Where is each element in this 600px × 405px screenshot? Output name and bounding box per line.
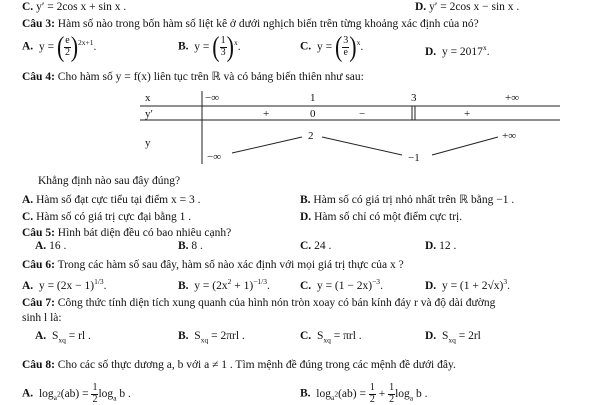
q8-option-a	[22, 383, 131, 405]
option-label: C.	[300, 279, 312, 292]
x-value: 3	[411, 92, 417, 104]
q6-option-d	[425, 278, 510, 292]
row-header-y: y	[145, 137, 151, 149]
option-label: D.	[425, 45, 437, 58]
sign: +	[263, 108, 270, 120]
option-label: B.	[178, 330, 189, 342]
q7-stem-cont: sinh l là:	[22, 312, 62, 324]
sign: −	[359, 108, 366, 120]
row-header-x: x	[145, 92, 151, 104]
q5-option-d	[425, 241, 456, 253]
sign: +	[464, 108, 471, 120]
decreasing-arrow	[322, 137, 402, 155]
q5-stem	[22, 228, 231, 240]
option-formula: $y = (2x - 1)^{1/3}$.	[36, 277, 107, 292]
q4-question: Khẳng định nào sau đây đúng?	[38, 175, 181, 187]
option-text: Hàm số có giá trị cực đại bằng 1 .	[36, 211, 192, 223]
option-label: D.	[415, 1, 427, 13]
option-text: 16 .	[49, 240, 67, 252]
x-value: −∞	[205, 92, 220, 104]
option-formula: $S_{xq}$ = rl .	[49, 330, 91, 345]
option-formula: y = ( $\frac{1}{3}$ )$^x$.	[191, 30, 241, 63]
question-number: Câu 7:	[22, 297, 55, 309]
question-number: Câu 3:	[22, 18, 55, 30]
option-text: y′ = 2cos x + sin x .	[36, 1, 127, 13]
option-text: 12 .	[439, 240, 457, 252]
question-text: Trong các hàm số sau đây, hàm số nào xác định với mọi giá trị thực của x ?	[57, 259, 404, 271]
option-label: C.	[300, 240, 312, 252]
q6-option-b	[178, 278, 270, 292]
increasing-arrow	[432, 137, 498, 155]
option-label: A.	[22, 387, 34, 400]
option-formula: y = ( $\frac{3}{e}$ )$^x$.	[314, 30, 364, 63]
q4-option-b	[300, 195, 514, 207]
option-text: Hàm số đạt cực tiểu tại điểm x = 3 .	[36, 194, 201, 206]
q7-stem	[22, 298, 495, 310]
option-label: C.	[300, 40, 312, 53]
option-label: A.	[35, 330, 47, 342]
q8-option-b	[300, 383, 428, 405]
option-label: D.	[425, 279, 437, 292]
option-formula: $S_{xq} = 2rl$	[439, 330, 481, 345]
option-label: B.	[300, 387, 311, 400]
option-formula: y = ( $\frac{e}{2}$ )$^{2x+1}$.	[36, 30, 97, 63]
q7-option-b	[178, 331, 245, 344]
option-label: A.	[22, 279, 34, 292]
y-value: −1	[408, 152, 420, 164]
q5-option-c	[300, 241, 331, 253]
option-label: C.	[22, 211, 34, 223]
question-number: Câu 8:	[22, 359, 55, 371]
option-label: C.	[22, 1, 34, 13]
q8-stem	[22, 360, 456, 372]
option-label: B.	[178, 240, 189, 252]
x-value: 1	[310, 92, 316, 104]
q6-stem	[22, 260, 404, 272]
question-text: Hình bát diện đều có bao nhiêu cạnh?	[57, 227, 232, 239]
option-formula: $S_{xq} = \pi rl$ .	[314, 330, 362, 345]
option-formula: $y = (1 + 2√x)^3$.	[439, 277, 511, 292]
q6-option-a	[22, 278, 107, 292]
option-formula: $y = 2017^x$.	[441, 43, 490, 58]
option-formula: $S_{xq} = 2\pi rl$ .	[191, 330, 245, 345]
option-label: B.	[178, 40, 189, 53]
x-value: +∞	[505, 92, 520, 104]
row-header-yprime: y′	[145, 108, 153, 120]
option-text: Hàm số có giá trị nhỏ nhất trên ℝ bằng −1 .	[313, 194, 515, 206]
question-text: Cho các số thực dương a, b với a ≠ 1 . Tìm mệnh đề đúng trong các mệnh đề dưới đây.	[57, 359, 456, 371]
option-text: y′ = 2cos x − sin x .	[429, 1, 520, 13]
question-text: Hàm số nào trong bốn hàm số liệt kê ở dưới nghịch biến trên từng khoảng xác định của nó?	[57, 18, 479, 30]
question-number: Câu 4:	[22, 71, 55, 83]
y-value: 2	[308, 130, 314, 142]
question-number: Câu 5:	[22, 227, 55, 239]
option-label: D.	[300, 211, 312, 223]
q4-option-c	[22, 212, 191, 224]
q6-option-c	[300, 278, 383, 292]
q5-option-b	[178, 241, 203, 253]
option-formula: $\log_{a^2}(ab)$ = $\frac{1}{2}$ + $\frac{1}{2}$ $\log_a b$ .	[313, 382, 428, 405]
option-formula: $y = (2x^2 + 1)^{-1/3}$.	[191, 277, 270, 292]
option-label: C.	[300, 330, 312, 342]
option-label: D.	[425, 240, 437, 252]
option-text: 24 .	[314, 240, 332, 252]
y-value: −∞	[207, 151, 222, 163]
option-label: A.	[22, 40, 34, 53]
question-text: Cho hàm số y = f(x) liên tục trên ℝ và có bảng biến thiên như sau:	[57, 71, 364, 83]
q5-option-a	[35, 241, 66, 253]
sign: 0	[310, 108, 316, 120]
option-text: 8 .	[191, 240, 203, 252]
y-value: +∞	[502, 130, 517, 142]
option-formula: $\log_{a^2}(ab)$ = $\frac{1}{2}$ $\log_a b$ .	[36, 382, 131, 405]
option-label: A.	[22, 194, 34, 206]
increasing-arrow	[232, 137, 302, 153]
q7-option-c	[300, 331, 362, 344]
option-formula: $y = (1 - 2x)^{-3}$.	[314, 277, 383, 292]
q4-option-d	[300, 212, 462, 224]
question-number: Câu 6:	[22, 259, 55, 271]
option-label: B.	[300, 194, 311, 206]
q4-option-a	[22, 195, 200, 207]
q7-option-a	[35, 331, 91, 344]
option-label: A.	[35, 240, 47, 252]
option-text: Hàm số chỉ có một điểm cực trị.	[314, 211, 463, 223]
q7-option-d	[425, 331, 481, 344]
option-label: B.	[178, 279, 189, 292]
question-text: Công thức tính diện tích xung quanh của hình nón tròn xoay có bán kính đáy r và độ dài đường	[57, 297, 496, 309]
option-label: D.	[425, 330, 437, 342]
